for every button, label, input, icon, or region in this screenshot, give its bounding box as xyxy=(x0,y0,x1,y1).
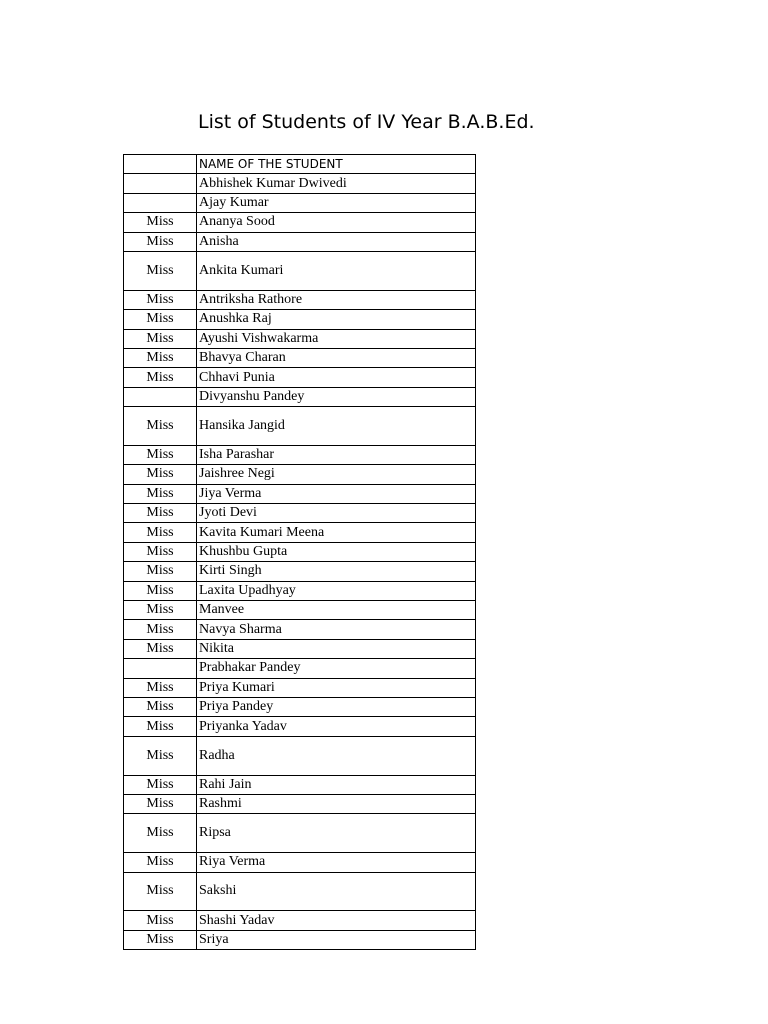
student-title-cell: Miss xyxy=(124,678,197,697)
column-header-name: NAME OF THE STUDENT xyxy=(197,155,476,174)
table-row xyxy=(124,484,476,503)
student-name-cell: Isha Parashar xyxy=(197,445,476,464)
student-name-cell: Anisha xyxy=(197,232,476,251)
table-row xyxy=(124,794,476,813)
table-row xyxy=(124,174,476,193)
student-name-cell: Priya Kumari xyxy=(197,678,476,697)
student-title-cell: Miss xyxy=(124,329,197,348)
student-name-cell: Jiya Verma xyxy=(197,484,476,503)
column-header-title xyxy=(124,155,197,174)
table-row xyxy=(124,310,476,329)
table-row xyxy=(124,407,476,446)
table-row xyxy=(124,775,476,794)
student-title-cell: Miss xyxy=(124,348,197,367)
student-title-cell: Miss xyxy=(124,775,197,794)
student-name-cell: Chhavi Punia xyxy=(197,368,476,387)
student-title-cell: Miss xyxy=(124,717,197,736)
student-name-cell: Bhavya Charan xyxy=(197,348,476,367)
student-name-cell: Manvee xyxy=(197,601,476,620)
student-title-cell: Miss xyxy=(124,290,197,309)
student-title-cell: Miss xyxy=(124,639,197,658)
student-name-cell: Ayushi Vishwakarma xyxy=(197,329,476,348)
student-title-cell: Miss xyxy=(124,504,197,523)
student-name-cell: Laxita Upadhyay xyxy=(197,581,476,600)
table-row xyxy=(124,697,476,716)
student-title-cell xyxy=(124,659,197,678)
student-title-cell: Miss xyxy=(124,697,197,716)
table-row xyxy=(124,542,476,561)
student-title-cell xyxy=(124,174,197,193)
table-row xyxy=(124,717,476,736)
student-name-cell: Shashi Yadav xyxy=(197,911,476,930)
student-title-cell: Miss xyxy=(124,853,197,872)
student-name-cell: Riya Verma xyxy=(197,853,476,872)
table-row xyxy=(124,639,476,658)
table-row xyxy=(124,329,476,348)
student-title-cell: Miss xyxy=(124,368,197,387)
student-title-cell: Miss xyxy=(124,310,197,329)
student-name-cell: Anushka Raj xyxy=(197,310,476,329)
page-title: List of Students of IV Year B.A.B.Ed. xyxy=(198,111,535,133)
student-title-cell: Miss xyxy=(124,484,197,503)
table-row xyxy=(124,251,476,290)
student-title-cell: Miss xyxy=(124,601,197,620)
student-title-cell: Miss xyxy=(124,814,197,853)
student-name-cell: Ripsa xyxy=(197,814,476,853)
table-row xyxy=(124,911,476,930)
student-name-cell: Radha xyxy=(197,736,476,775)
student-title-cell: Miss xyxy=(124,581,197,600)
student-title-cell: Miss xyxy=(124,794,197,813)
student-name-cell: Jyoti Devi xyxy=(197,504,476,523)
student-name-cell: Antriksha Rathore xyxy=(197,290,476,309)
student-name-cell: Abhishek Kumar Dwivedi xyxy=(197,174,476,193)
student-name-cell: Ankita Kumari xyxy=(197,251,476,290)
student-name-cell: Sriya xyxy=(197,930,476,949)
student-title-cell: Miss xyxy=(124,523,197,542)
student-title-cell: Miss xyxy=(124,911,197,930)
table-row xyxy=(124,872,476,911)
student-title-cell: Miss xyxy=(124,542,197,561)
table-row xyxy=(124,620,476,639)
student-name-cell: Hansika Jangid xyxy=(197,407,476,446)
student-title-cell: Miss xyxy=(124,445,197,464)
table-row xyxy=(124,387,476,406)
table-row xyxy=(124,581,476,600)
student-name-cell: Sakshi xyxy=(197,872,476,911)
student-title-cell xyxy=(124,387,197,406)
student-name-cell: Jaishree Negi xyxy=(197,465,476,484)
table-row xyxy=(124,814,476,853)
student-name-cell: Kirti Singh xyxy=(197,562,476,581)
student-title-cell: Miss xyxy=(124,930,197,949)
table-row xyxy=(124,445,476,464)
table-row xyxy=(124,523,476,542)
student-title-cell: Miss xyxy=(124,407,197,446)
table-row xyxy=(124,601,476,620)
table-row xyxy=(124,736,476,775)
student-name-cell: Priya Pandey xyxy=(197,697,476,716)
student-table-body xyxy=(124,155,476,950)
table-row xyxy=(124,213,476,232)
student-name-cell: Divyanshu Pandey xyxy=(197,387,476,406)
student-title-cell: Miss xyxy=(124,251,197,290)
student-title-cell xyxy=(124,193,197,212)
student-title-cell: Miss xyxy=(124,562,197,581)
student-title-cell: Miss xyxy=(124,465,197,484)
table-row xyxy=(124,678,476,697)
student-title-cell: Miss xyxy=(124,232,197,251)
table-row xyxy=(124,562,476,581)
table-row xyxy=(124,290,476,309)
table-header-row xyxy=(124,155,476,174)
table-row xyxy=(124,232,476,251)
table-row xyxy=(124,193,476,212)
student-name-cell: Nikita xyxy=(197,639,476,658)
student-name-cell: Khushbu Gupta xyxy=(197,542,476,561)
student-title-cell: Miss xyxy=(124,736,197,775)
student-name-cell: Ananya Sood xyxy=(197,213,476,232)
student-name-cell: Ajay Kumar xyxy=(197,193,476,212)
table-row xyxy=(124,348,476,367)
table-row xyxy=(124,930,476,949)
student-title-cell: Miss xyxy=(124,620,197,639)
student-title-cell: Miss xyxy=(124,213,197,232)
student-name-cell: Rahi Jain xyxy=(197,775,476,794)
table-row xyxy=(124,853,476,872)
student-name-cell: Prabhakar Pandey xyxy=(197,659,476,678)
student-table xyxy=(123,154,476,950)
student-name-cell: Rashmi xyxy=(197,794,476,813)
student-title-cell: Miss xyxy=(124,872,197,911)
table-row xyxy=(124,368,476,387)
table-row xyxy=(124,465,476,484)
table-row xyxy=(124,504,476,523)
student-name-cell: Priyanka Yadav xyxy=(197,717,476,736)
student-name-cell: Kavita Kumari Meena xyxy=(197,523,476,542)
table-row xyxy=(124,659,476,678)
student-name-cell: Navya Sharma xyxy=(197,620,476,639)
